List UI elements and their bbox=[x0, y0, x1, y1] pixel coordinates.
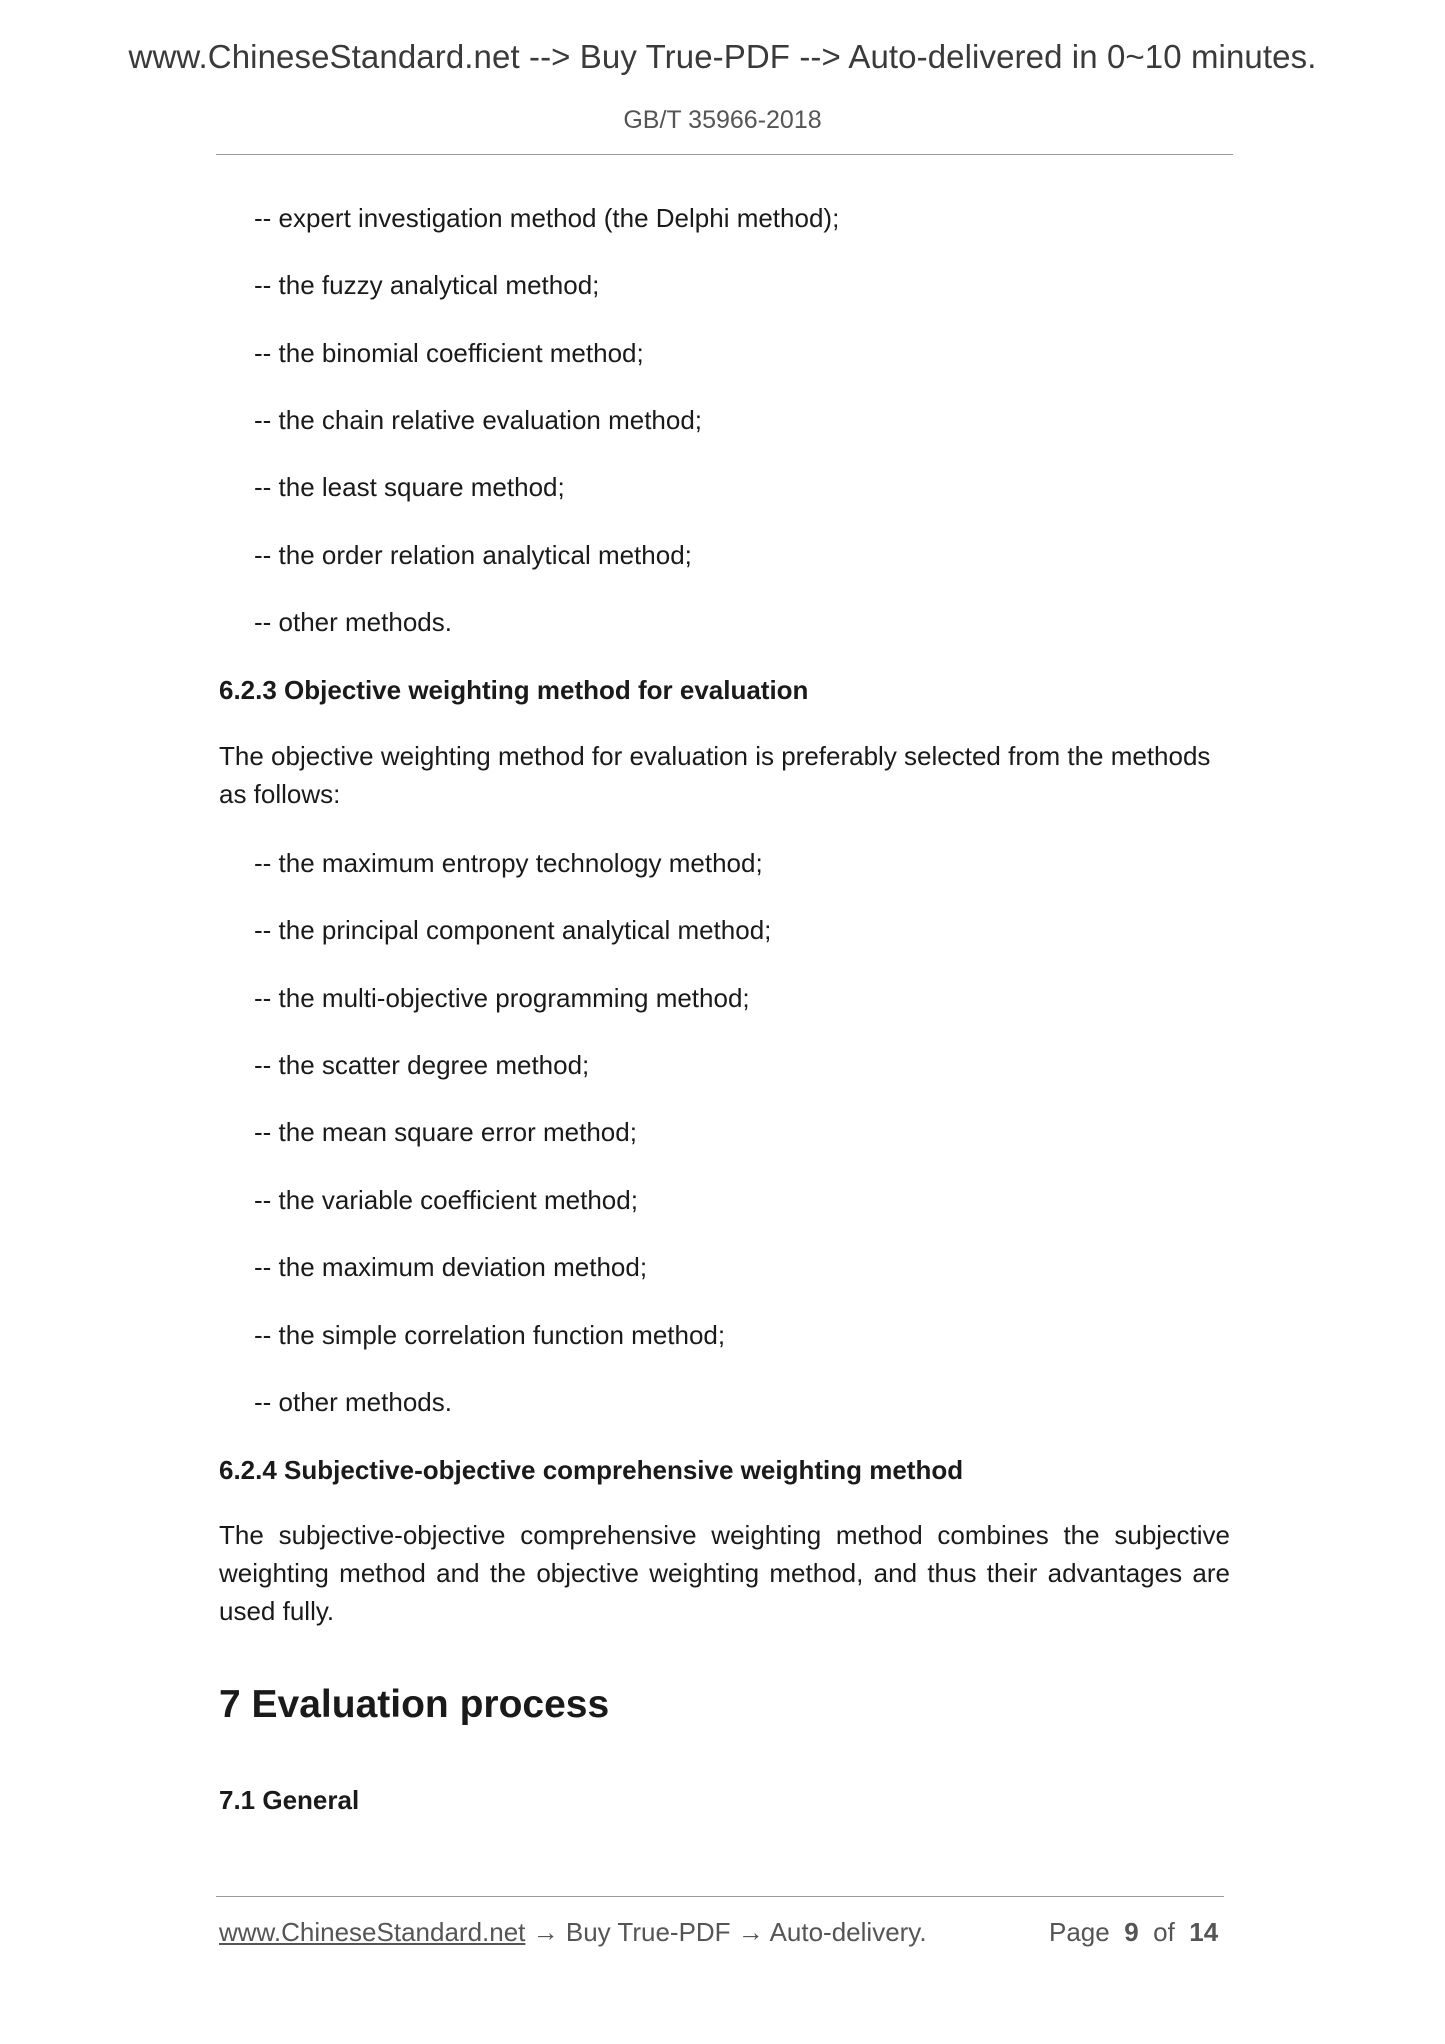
standard-code: GB/T 35966-2018 bbox=[623, 106, 822, 134]
list-item: -- the order relation analytical method; bbox=[254, 540, 692, 570]
list-item: -- the binomial coefficient method; bbox=[254, 338, 644, 368]
list-item: -- the variable coefficient method; bbox=[254, 1185, 638, 1215]
list-item: -- the fuzzy analytical method; bbox=[254, 270, 600, 300]
section-intro-6-2-3: The objective weighting method for evaluation is preferably selected from the methods as follows: bbox=[219, 741, 1211, 809]
footer-link[interactable]: www.ChineseStandard.net bbox=[219, 1917, 526, 1947]
page-label: Page bbox=[1049, 1917, 1110, 1947]
footer-divider bbox=[216, 1896, 1224, 1897]
list-item: -- other methods. bbox=[254, 1387, 452, 1417]
footer-left bbox=[219, 1917, 927, 1948]
list-item: -- the maximum deviation method; bbox=[254, 1252, 648, 1282]
chapter-title: 7 Evaluation process bbox=[219, 1683, 610, 1726]
list-item: -- other methods. bbox=[254, 607, 452, 637]
list-item: -- the multi-objective programming method; bbox=[254, 983, 750, 1013]
section-heading-6-2-3: 6.2.3 Objective weighting method for evaluation bbox=[219, 675, 809, 705]
of-label: of bbox=[1153, 1917, 1175, 1947]
subsection-heading-7-1: 7.1 General bbox=[219, 1785, 360, 1815]
section-heading-6-2-4: 6.2.4 Subjective-objective comprehensive weighting method bbox=[219, 1455, 964, 1485]
list-item: -- the chain relative evaluation method; bbox=[254, 405, 703, 435]
header-divider bbox=[216, 154, 1233, 155]
page-total: 14 bbox=[1189, 1917, 1219, 1947]
list-item: -- the simple correlation function method; bbox=[254, 1320, 726, 1350]
top-banner: www.ChineseStandard.net --> Buy True-PDF --> Auto-delivered in 0~10 minutes. bbox=[128, 38, 1317, 75]
list-item: -- the principal component analytical method; bbox=[254, 915, 772, 945]
list-item: -- the mean square error method; bbox=[254, 1117, 637, 1147]
page-number: 9 bbox=[1124, 1917, 1139, 1947]
list-item: -- the scatter degree method; bbox=[254, 1050, 590, 1080]
list-item: -- the least square method; bbox=[254, 472, 565, 502]
page-indicator bbox=[1049, 1917, 1218, 1948]
list-item: -- the maximum entropy technology method; bbox=[254, 848, 763, 878]
list-item: -- expert investigation method (the Delphi method); bbox=[254, 203, 840, 233]
section-body-6-2-4: The subjective-objective comprehensive weighting method combines the subjective weighting method and the objective weighting method, and thus their advantages are used fully. bbox=[219, 1520, 1230, 1626]
footer-tail: → Buy True-PDF → Auto-delivery. bbox=[525, 1917, 927, 1947]
